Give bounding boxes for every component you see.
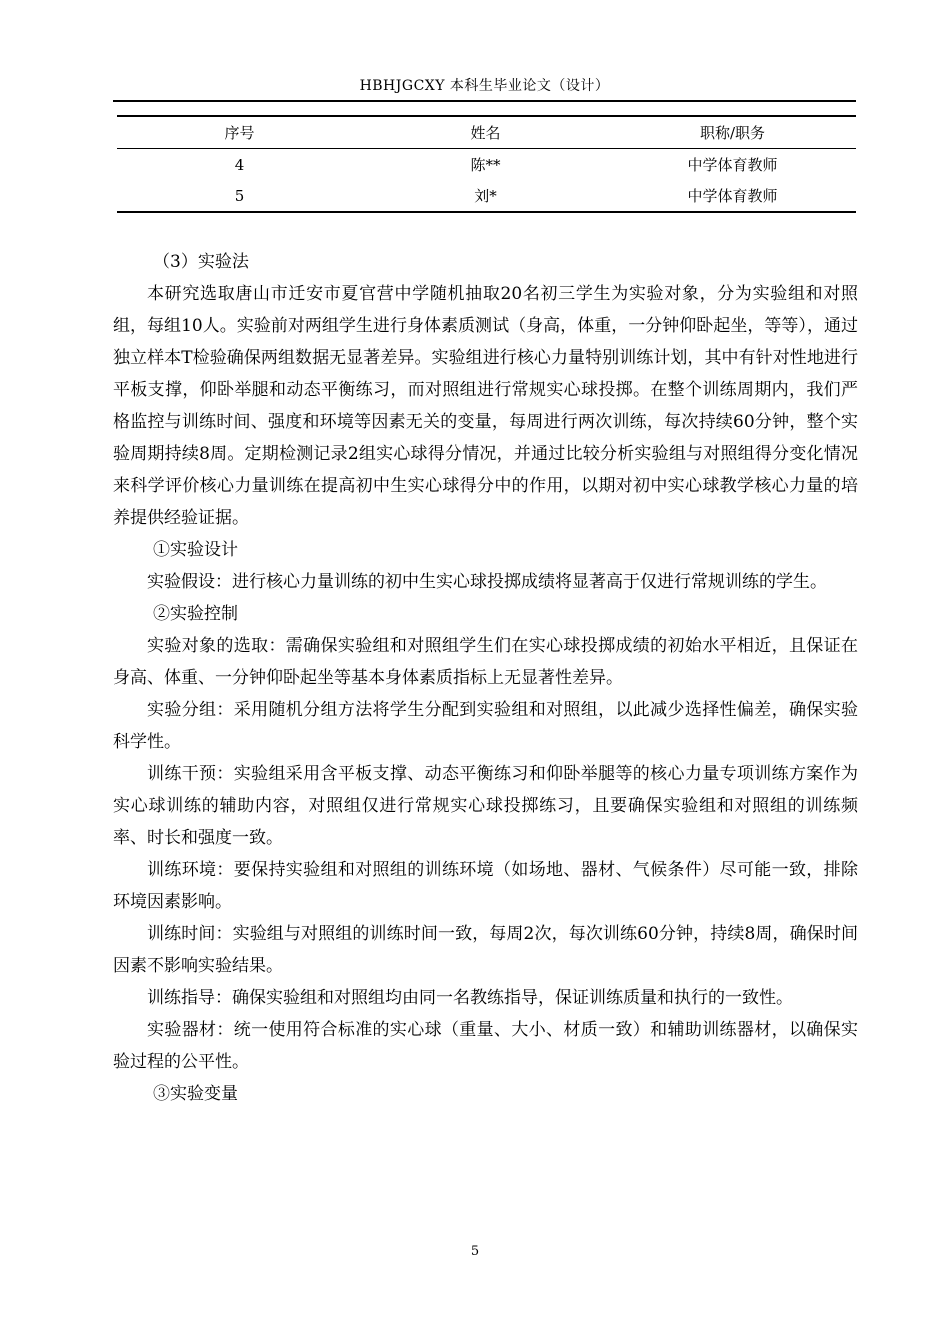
table-row [117,180,856,212]
environment-paragraph: 训练环境：要保持实验组和对照组的训练环境（如场地、器材、气候条件）尽可能一致，排除环境因素影响。 [113,860,858,912]
intro-paragraph: 本研究选取唐山市迁安市夏官营中学随机抽取20名初三学生为实验对象，分为实验组和对照组，每组10人。实验前对两组学生进行身体素质测试（身高，体重，一分钟仰卧起坐，等等），通过独立样本T检验确保两组数据无显著差异。实验组进行核心力量特别训练计划，其中有针对性地进行平板支撑，仰卧举腿和动态平衡练习，而对照组进行常规实心球投掷。在整个训练周期内，我们严格监控与训练时间、强度和环境等因素无关的变量，每周进行两次训练，每次持续60分钟，整个实验周期持续8周。定期检测记录2组实心球得分情况，并通过比较分析实验组与对照组得分变化情况来科学评价核心力量训练在提高初中生实心球得分中的作用，以期对初中实心球教学核心力量的培养提供经验证据。 [113,284,858,528]
column-header-title: 职称/职务 [609,116,856,149]
time-paragraph: 训练时间：实验组与对照组的训练时间一致，每周2次，每次训练60分钟，持续8周，确保时间因素不影响实验结果。 [113,924,858,976]
grouping-paragraph: 实验分组：采用随机分组方法将学生分配到实验组和对照组，以此减少选择性偏差，确保实验科学性。 [113,700,858,752]
control-heading: ②实验控制 [153,604,238,624]
section-heading: （3）实验法 [153,252,249,272]
design-heading: ①实验设计 [153,540,238,560]
expert-table [117,115,856,213]
body-text [113,246,858,1110]
table-cell-index: 5 [234,186,245,205]
running-header: HBHJGCXY 本科生毕业论文（设计） [359,78,610,94]
equipment-paragraph: 实验器材：统一使用符合标准的实心球（重量、大小、材质一致）和辅助训练器材，以确保实验过程的公平性。 [113,1020,858,1072]
guidance-paragraph: 训练指导：确保实验组和对照组均由同一名教练指导，保证训练质量和执行的一致性。 [147,988,793,1008]
table-cell-name: 陈** [470,156,501,174]
table-cell-title: 中学体育教师 [687,156,778,174]
table-row [117,149,856,181]
intervention-paragraph: 训练干预：实验组采用含平板支撑、动态平衡练习和仰卧举腿等的核心力量专项训练方案作为实心球训练的辅助内容，对照组仅进行常规实心球投掷练习，且要确保实验组和对照组的训练频率、时长和强度一致。 [113,764,858,848]
table-header-row [117,116,856,149]
table-cell-title: 中学体育教师 [687,187,778,205]
hypothesis-paragraph: 实验假设：进行核心力量训练的初中生实心球投掷成绩将显著高于仅进行常规训练的学生。 [147,572,827,592]
column-header-index: 序号 [117,116,362,149]
table-cell-index: 4 [234,155,245,174]
column-header-name: 姓名 [362,116,609,149]
header-rule [113,100,856,102]
subjects-paragraph: 实验对象的选取：需确保实验组和对照组学生们在实心球投掷成绩的初始水平相近，且保证在身高、体重、一分钟仰卧起坐等基本身体素质指标上无显著性差异。 [113,636,858,688]
page-number: 5 [470,1244,480,1259]
table-cell-name: 刘* [474,187,497,205]
variables-heading: ③实验变量 [153,1084,238,1104]
